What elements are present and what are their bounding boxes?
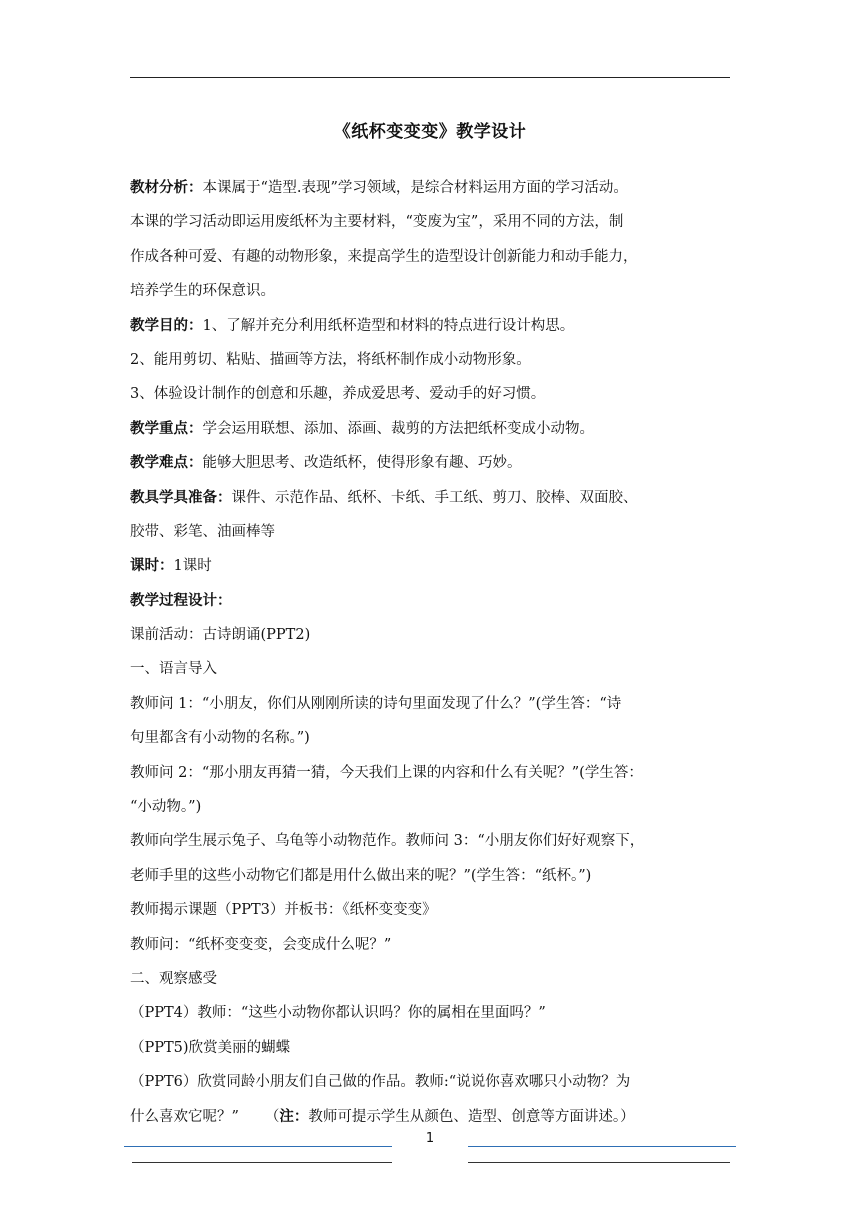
paragraph-line	[130, 758, 736, 792]
paragraph-line	[130, 517, 736, 551]
line-text: 一、语言导入	[130, 661, 217, 678]
line-text: 什么喜欢它呢？”	[130, 1108, 239, 1125]
paragraph-line	[130, 242, 736, 276]
line-text: 课件、示范作品、纸杯、卡纸、手工纸、剪刀、胶棒、双面胶、	[231, 489, 638, 506]
line-text: 作成各种可爱、有趣的动物形象，来提高学生的造型设计创新能力和动手能力，	[130, 248, 638, 265]
line-text: 教师问 2：“那小朋友再猜一猜，今天我们上课的内容和什么有关呢？”(学生答：	[130, 764, 643, 781]
header-rule	[130, 77, 730, 78]
paragraph-line	[130, 345, 736, 379]
footer-rule-left-bottom	[132, 1162, 392, 1163]
line-text: 教师问：“纸杯变变变，会变成什么呢？”	[130, 936, 392, 953]
line-text: （PPT5)欣赏美丽的蝴蝶	[130, 1039, 291, 1056]
line-text: 课前活动：古诗朗诵(PPT2)	[130, 627, 311, 644]
line-text: 2、能用剪切、粘贴、描画等方法，将纸杯制作成小动物形象。	[130, 351, 531, 368]
line-label: 教学难点：	[130, 454, 203, 472]
line-text: 教师向学生展示兔子、乌龟等小动物范作。教师问 3：“小朋友你们好好观察下，	[130, 833, 645, 850]
page-number: 1	[425, 1131, 435, 1146]
note-open-paren: （	[264, 1108, 280, 1125]
paragraph-line	[130, 586, 736, 620]
line-text: 本课属于“造型.表现”学习领域，是综合材料运用方面的学习活动。	[202, 180, 628, 196]
paragraph-line	[130, 895, 736, 929]
paragraph-line	[130, 551, 736, 585]
line-text: 胶带、彩笔、油画棒等	[130, 523, 275, 540]
line-text: 1课时	[173, 558, 212, 575]
line-text: 学会运用联想、添加、添画、裁剪的方法把纸杯变成小动物。	[202, 420, 594, 437]
line-label: 教学重点：	[130, 419, 203, 437]
paragraph-line	[130, 861, 736, 895]
paragraph-line	[130, 998, 736, 1032]
paragraph-line	[130, 1067, 736, 1101]
paragraph-line	[130, 689, 736, 723]
page-footer	[124, 1131, 736, 1168]
line-text: 本课的学习活动即运用废纸杯为主要材料，“变废为宝”，采用不同的方法，制	[130, 214, 624, 231]
line-label: 课时：	[130, 557, 174, 575]
paragraph-line	[130, 448, 736, 482]
line-label: 教学过程设计：	[130, 591, 232, 609]
paragraph-line	[130, 654, 736, 688]
line-label: 教具学具准备：	[130, 488, 232, 506]
line-text: （PPT6）欣赏同龄小朋友们自己做的作品。教师:“说说你喜欢哪只小动物？为	[130, 1074, 631, 1091]
paragraph-line	[130, 483, 736, 517]
paragraph-line	[130, 930, 736, 964]
paragraph-line	[130, 173, 736, 207]
paragraph-line	[130, 311, 736, 345]
paragraph-line	[130, 276, 736, 310]
document-body	[130, 173, 736, 1136]
paragraph-line	[130, 723, 736, 757]
line-text: “小动物。”)	[130, 799, 202, 816]
footer-rule-left-top	[124, 1146, 392, 1147]
line-label: 教材分析：	[130, 179, 203, 196]
paragraph-line	[130, 964, 736, 998]
footer-rule-right-top	[468, 1146, 736, 1147]
paragraph-line	[130, 414, 736, 448]
line-text: 教师揭示课题（PPT3）并板书：《纸杯变变变》	[130, 902, 437, 919]
line-text: 能够大胆思考、改造纸杯，使得形象有趣、巧妙。	[202, 455, 522, 472]
line-text: 教师问 1：“小朋友，你们从刚刚所读的诗句里面发现了什么？”(学生答：“诗	[130, 695, 622, 712]
line-text: 二、观察感受	[130, 970, 217, 987]
footer-rule-right-bottom	[468, 1162, 730, 1163]
note-text: 教师可提示学生从颜色、造型、创意等方面讲述。）	[308, 1108, 635, 1125]
paragraph-line	[130, 826, 736, 860]
paragraph-line	[130, 792, 736, 826]
paragraph-line	[130, 207, 736, 241]
paragraph-line	[130, 379, 736, 413]
line-text: （PPT4）教师：“这些小动物你都认识吗？你的属相在里面吗？”	[130, 1005, 546, 1022]
line-text: 句里都含有小动物的名称。”)	[130, 730, 310, 747]
line-text: 3、体验设计制作的创意和乐趣，养成爱思考、爱动手的好习惯。	[130, 386, 546, 403]
line-text: 1、了解并充分利用纸杯造型和材料的特点进行设计构思。	[202, 317, 575, 334]
paragraph-line	[130, 1033, 736, 1067]
line-text: 培养学生的环保意识。	[130, 283, 275, 300]
paragraph-line	[130, 620, 736, 654]
line-label: 教学目的：	[130, 316, 203, 334]
document-title: 《纸杯变变变》教学设计	[333, 122, 527, 142]
line-text: 老师手里的这些小动物它们都是用什么做出来的呢？”(学生答：“纸杯。”)	[130, 867, 592, 884]
note-label: 注：	[279, 1107, 309, 1125]
